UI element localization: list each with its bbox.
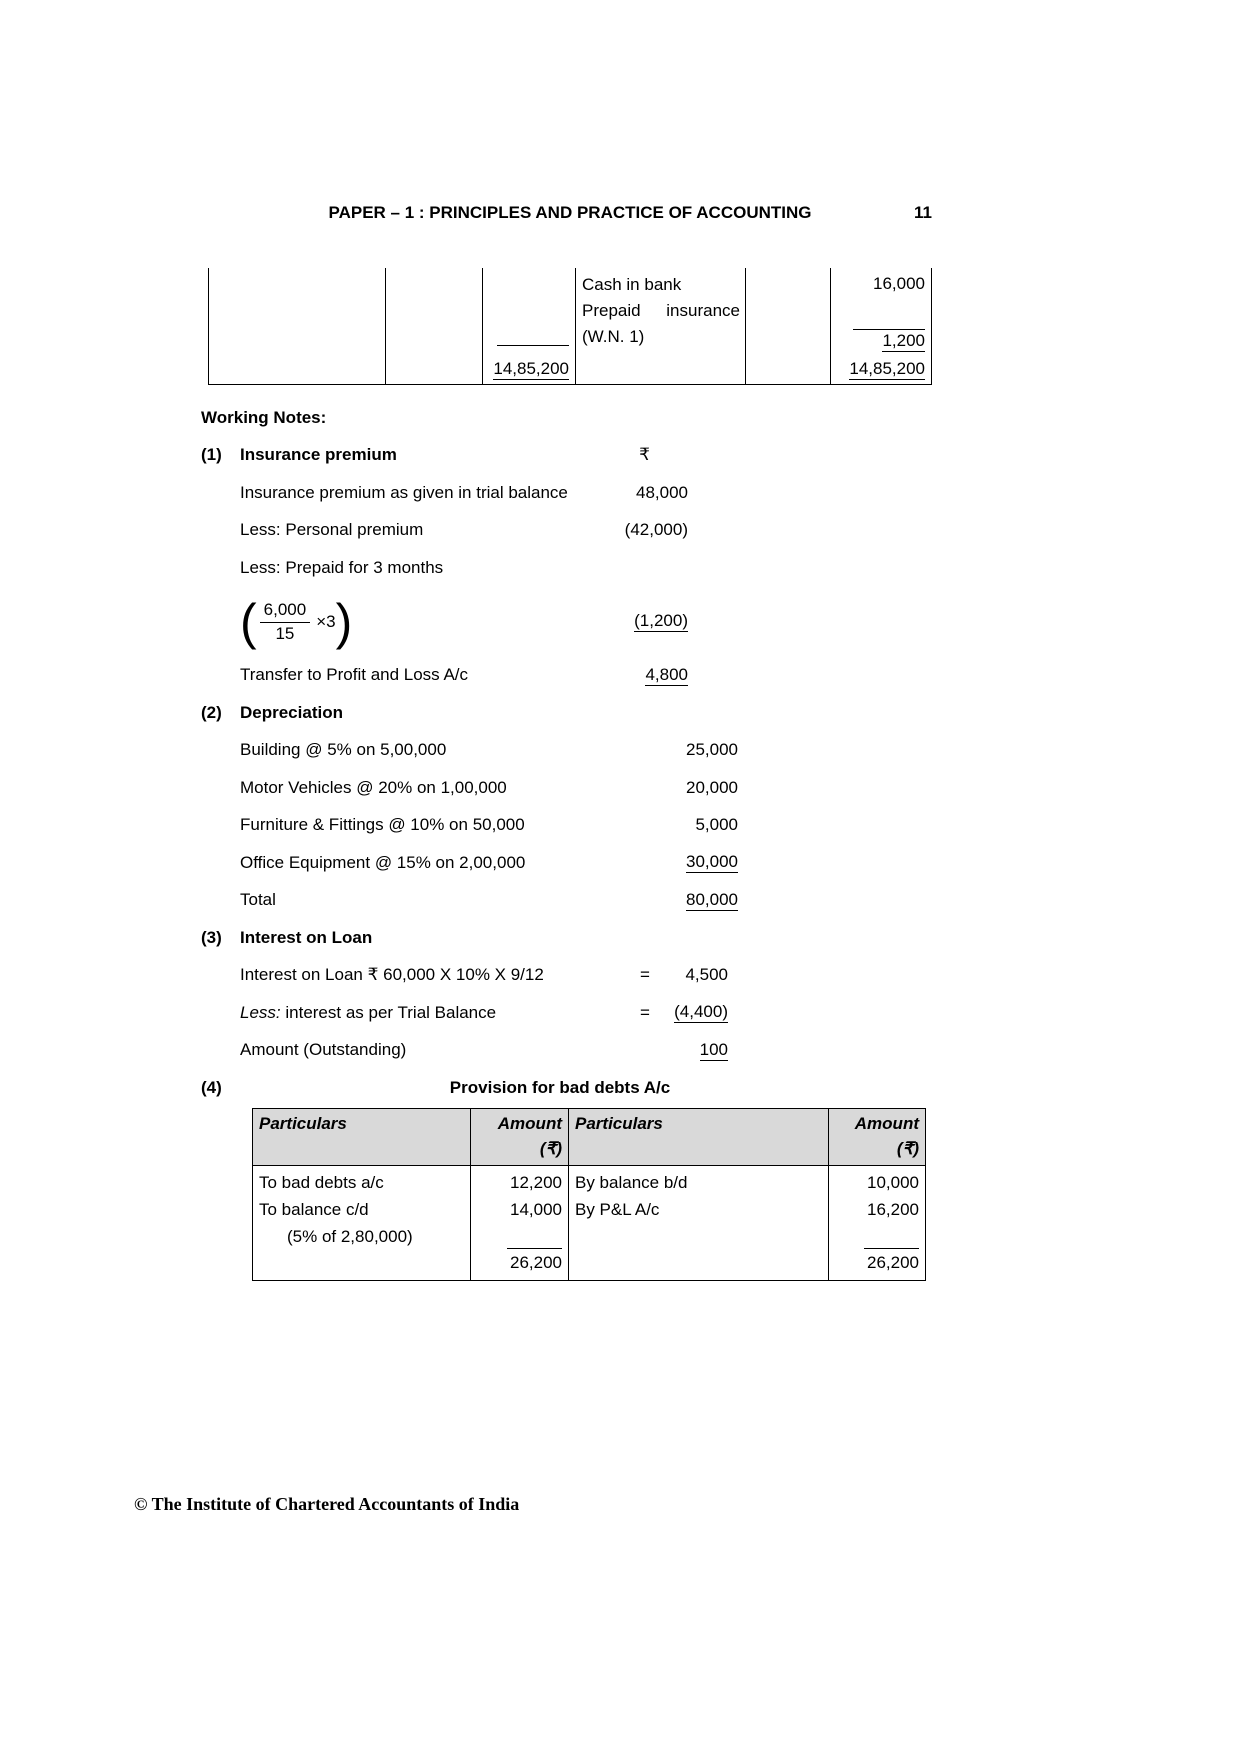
page-title: PAPER – 1 : PRINCIPLES AND PRACTICE OF ACCOUNTING [328, 203, 812, 222]
note1-row1 [240, 474, 941, 512]
note3-title: Interest on Loan [240, 927, 373, 947]
note4-title-row [201, 1069, 941, 1107]
note2-row-total [240, 882, 941, 920]
note2-row4-value: 30,000 [686, 852, 738, 872]
note1-row1-label: Insurance premium as given in trial balance [240, 482, 568, 502]
amount-word-left: Amount [497, 1113, 562, 1133]
amount-word-right: Amount [854, 1113, 919, 1133]
note4-title: Provision for bad debts A/c [449, 1077, 671, 1097]
cash-in-bank-amount: 16,000 [873, 274, 925, 293]
to-balance-cd-label: To balance c/d [259, 1199, 369, 1219]
note2-row-motor-vehicles [240, 769, 941, 807]
note1-row3 [240, 549, 941, 587]
note1-row2 [240, 512, 941, 550]
balance-sheet-fragment-table [208, 268, 932, 385]
note1-row3-label: Less: Prepaid for 3 months [240, 557, 444, 577]
page-header [208, 203, 932, 223]
note4-number: (4) [201, 1077, 222, 1097]
note2-title-row [201, 694, 941, 732]
provision-bad-debts-table [252, 1108, 926, 1281]
note1-row5 [240, 657, 941, 695]
note1-row5-value: 4,800 [645, 664, 688, 684]
rupee-symbol: ₹ [639, 445, 650, 465]
to-bad-debts-label: To bad debts a/c [259, 1172, 384, 1192]
fraction [260, 600, 311, 644]
to-bad-debts-amount: 12,200 [510, 1172, 562, 1192]
prepaid-formula [240, 592, 578, 652]
note1-row2-label: Less: Personal premium [240, 520, 424, 540]
pbd-left-total: 26,200 [510, 1252, 562, 1272]
note2-row-furniture [240, 807, 941, 845]
subtotal-rule [853, 329, 925, 330]
pbd-body-row [253, 1165, 926, 1280]
note3-row1 [240, 957, 941, 995]
bs-cell-amount-right [830, 268, 932, 384]
working-notes-heading: Working Notes: [201, 407, 327, 427]
right-column-total: 14,85,200 [849, 359, 925, 378]
bs-row-prepaid-insurance [576, 297, 745, 323]
note1-number: (1) [201, 445, 222, 465]
pbd-right-total: 26,200 [867, 1252, 919, 1272]
pbd-header-amount-left [471, 1108, 569, 1165]
note2-row2-value: 20,000 [686, 777, 738, 797]
note3-title-row [201, 919, 941, 957]
bs-cell-particulars-right [575, 268, 745, 384]
note3-row1-label: Interest on Loan ₹ 60,000 X 10% X 9/12 [240, 965, 544, 985]
bs-cell-amount-left [482, 268, 575, 384]
pbd-header-particulars-left: Particulars [253, 1108, 471, 1165]
open-paren: ( [240, 593, 257, 650]
pbd-right-amount-cell [829, 1165, 926, 1280]
note2-number: (2) [201, 702, 222, 722]
less-word: Less: [240, 1002, 281, 1022]
note3-row2-equals: = [640, 1002, 650, 1022]
note1-formula-value: (1,200) [634, 611, 688, 630]
note2-title: Depreciation [240, 702, 343, 722]
pbd-header-amount-right [829, 1108, 926, 1165]
note2-total-label: Total [240, 890, 276, 910]
note1-title: Insurance premium [240, 445, 397, 465]
bs-cell-subamount-left [385, 268, 482, 384]
note3-row1-value: 4,500 [685, 965, 728, 985]
note3-row2 [240, 994, 941, 1032]
bs-cell-subamount-right [745, 268, 830, 384]
note3-row3-label: Amount (Outstanding) [240, 1040, 407, 1060]
bs-row-cash-in-bank: Cash in bank [582, 275, 682, 294]
note2-row3-value: 5,000 [695, 815, 738, 835]
note3-row3-value: 100 [699, 1039, 728, 1059]
left-total-rule [507, 1248, 562, 1249]
fraction-numerator: 6,000 [260, 600, 311, 623]
working-notes-section [201, 399, 941, 1281]
note3-number: (3) [201, 927, 222, 947]
pbd-right-particulars-cell [569, 1165, 829, 1280]
bs-cell-particulars-left [208, 268, 385, 384]
rupee-unit-right: (₹) [896, 1138, 919, 1158]
left-column-total: 14,85,200 [493, 359, 569, 378]
right-total-rule [864, 1248, 919, 1249]
pbd-left-particulars-cell [253, 1165, 471, 1280]
fraction-multiplier: ×3 [316, 611, 336, 631]
note2-row2-label: Motor Vehicles @ 20% on 1,00,000 [240, 777, 507, 797]
five-percent-note: (5% of 2,80,000) [287, 1226, 413, 1246]
by-pl-ac-label: By P&L A/c [575, 1199, 660, 1219]
note2-row1-label: Building @ 5% on 5,00,000 [240, 740, 447, 760]
note2-row3-label: Furniture & Fittings @ 10% on 50,000 [240, 815, 525, 835]
pbd-left-amount-cell [471, 1165, 569, 1280]
note3-row2-label [240, 1003, 640, 1023]
by-balance-bd-amount: 10,000 [867, 1172, 919, 1192]
note1-row2-value: (42,000) [624, 520, 688, 540]
note2-row-office-equipment [240, 844, 941, 882]
bs-row-wn-ref: (W.N. 1) [582, 327, 645, 346]
prepaid-word: Prepaid [582, 301, 641, 320]
close-paren: ) [335, 593, 353, 650]
note1-formula-row [240, 587, 941, 657]
by-pl-ac-amount: 16,200 [867, 1199, 919, 1219]
note2-row1-value: 25,000 [686, 740, 738, 760]
page-number: 11 [914, 203, 932, 222]
insurance-word: insurance [666, 301, 740, 320]
note1-title-row [201, 437, 941, 475]
note3-row2-label-rest: interest as per Trial Balance [280, 1002, 497, 1022]
copyright-footer: © The Institute of Chartered Accountants of India [134, 1494, 520, 1514]
rupee-unit-left: (₹) [539, 1138, 562, 1158]
note2-total-value: 80,000 [686, 889, 738, 909]
by-balance-bd-label: By balance b/d [575, 1172, 688, 1192]
pbd-header-particulars-right: Particulars [569, 1108, 829, 1165]
pbd-header-row [253, 1108, 926, 1165]
note1-row5-label: Transfer to Profit and Loss A/c [240, 665, 469, 685]
note1-row1-value: 48,000 [636, 482, 688, 502]
note3-row1-equals: = [640, 965, 650, 985]
fraction-denominator: 15 [275, 623, 295, 643]
to-balance-cd-amount: 14,000 [510, 1199, 562, 1219]
note3-row3 [240, 1032, 941, 1070]
note3-row2-value: (4,400) [674, 1002, 728, 1022]
note2-row-building [240, 732, 941, 770]
note2-row4-label: Office Equipment @ 15% on 2,00,000 [240, 852, 526, 872]
prepaid-insurance-amount: 1,200 [882, 331, 925, 350]
total-rule [497, 345, 569, 346]
